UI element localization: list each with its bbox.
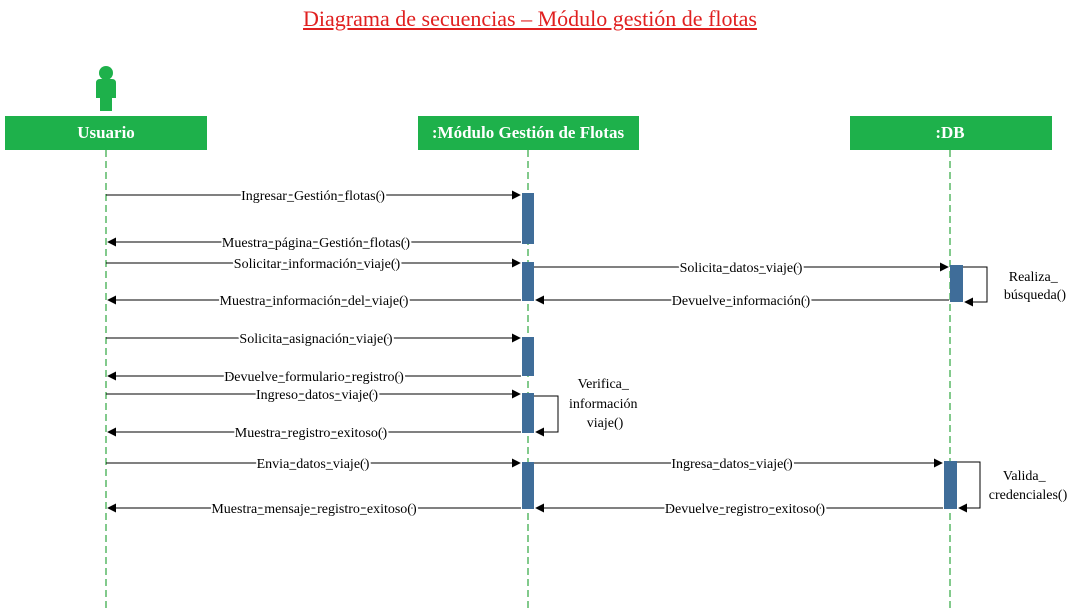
self-call [534,377,641,432]
message [106,257,520,272]
message-label: Devuelve_formulario_registro() [224,370,404,385]
message-label: Muestra_registro_exitoso() [234,426,388,441]
activation-bar [522,337,534,376]
message [536,294,949,309]
self-call [957,462,1068,508]
message-label: Solicita_datos_viaje() [679,261,803,276]
message-label: Envia_datos_viaje() [256,457,370,472]
message [534,261,948,276]
activation-bar [522,193,534,244]
message [106,457,520,472]
message [106,189,520,204]
message-label: Muestra_mensaje_registro_exitoso() [211,502,417,517]
self-call-label: Verifica_ información viaje() [569,377,638,431]
message [108,294,521,309]
activation-bar [522,462,534,509]
message [536,502,943,517]
lifeline-header-db [850,116,1052,150]
message [108,370,521,385]
message-label: Ingreso_datos_viaje() [255,388,379,403]
lifeline-header-modulo [418,116,639,150]
message-label: Solicita_asignación_viaje() [239,332,393,347]
message [534,457,942,472]
lifeline-label: Usuario [77,123,135,142]
message-label: Solicitar_información_viaje() [233,257,401,272]
activation-bar [522,393,534,433]
self-call-label: Valida_ credenciales() [988,469,1068,503]
activation-bar [950,265,963,302]
lifeline-label: :DB [935,123,965,142]
message [106,388,520,403]
activation-bar [944,461,957,509]
activation-bar [522,262,534,301]
message [108,236,521,251]
self-call-label: Realiza_ búsqueda() [1003,270,1067,303]
message-label: Ingresar_Gestión_flotas() [241,189,385,204]
self-call [963,267,1066,303]
message-label: Devuelve_información() [671,294,811,309]
message [108,502,521,517]
message-label: Devuelve_registro_exitoso() [664,502,826,517]
message [106,332,520,347]
message-label: Muestra_información_del_viaje() [219,294,409,309]
message [108,426,521,441]
lifeline-label: :Módulo Gestión de Flotas [431,123,625,142]
person-icon [96,66,116,111]
message-label: Ingresa_datos_viaje() [671,457,793,472]
message-label: Muestra_página_Gestión_flotas() [221,236,411,251]
lifeline-header-usuario [5,116,207,150]
diagram-title: Diagrama de secuencias – Módulo gestión de flotas [303,6,757,31]
